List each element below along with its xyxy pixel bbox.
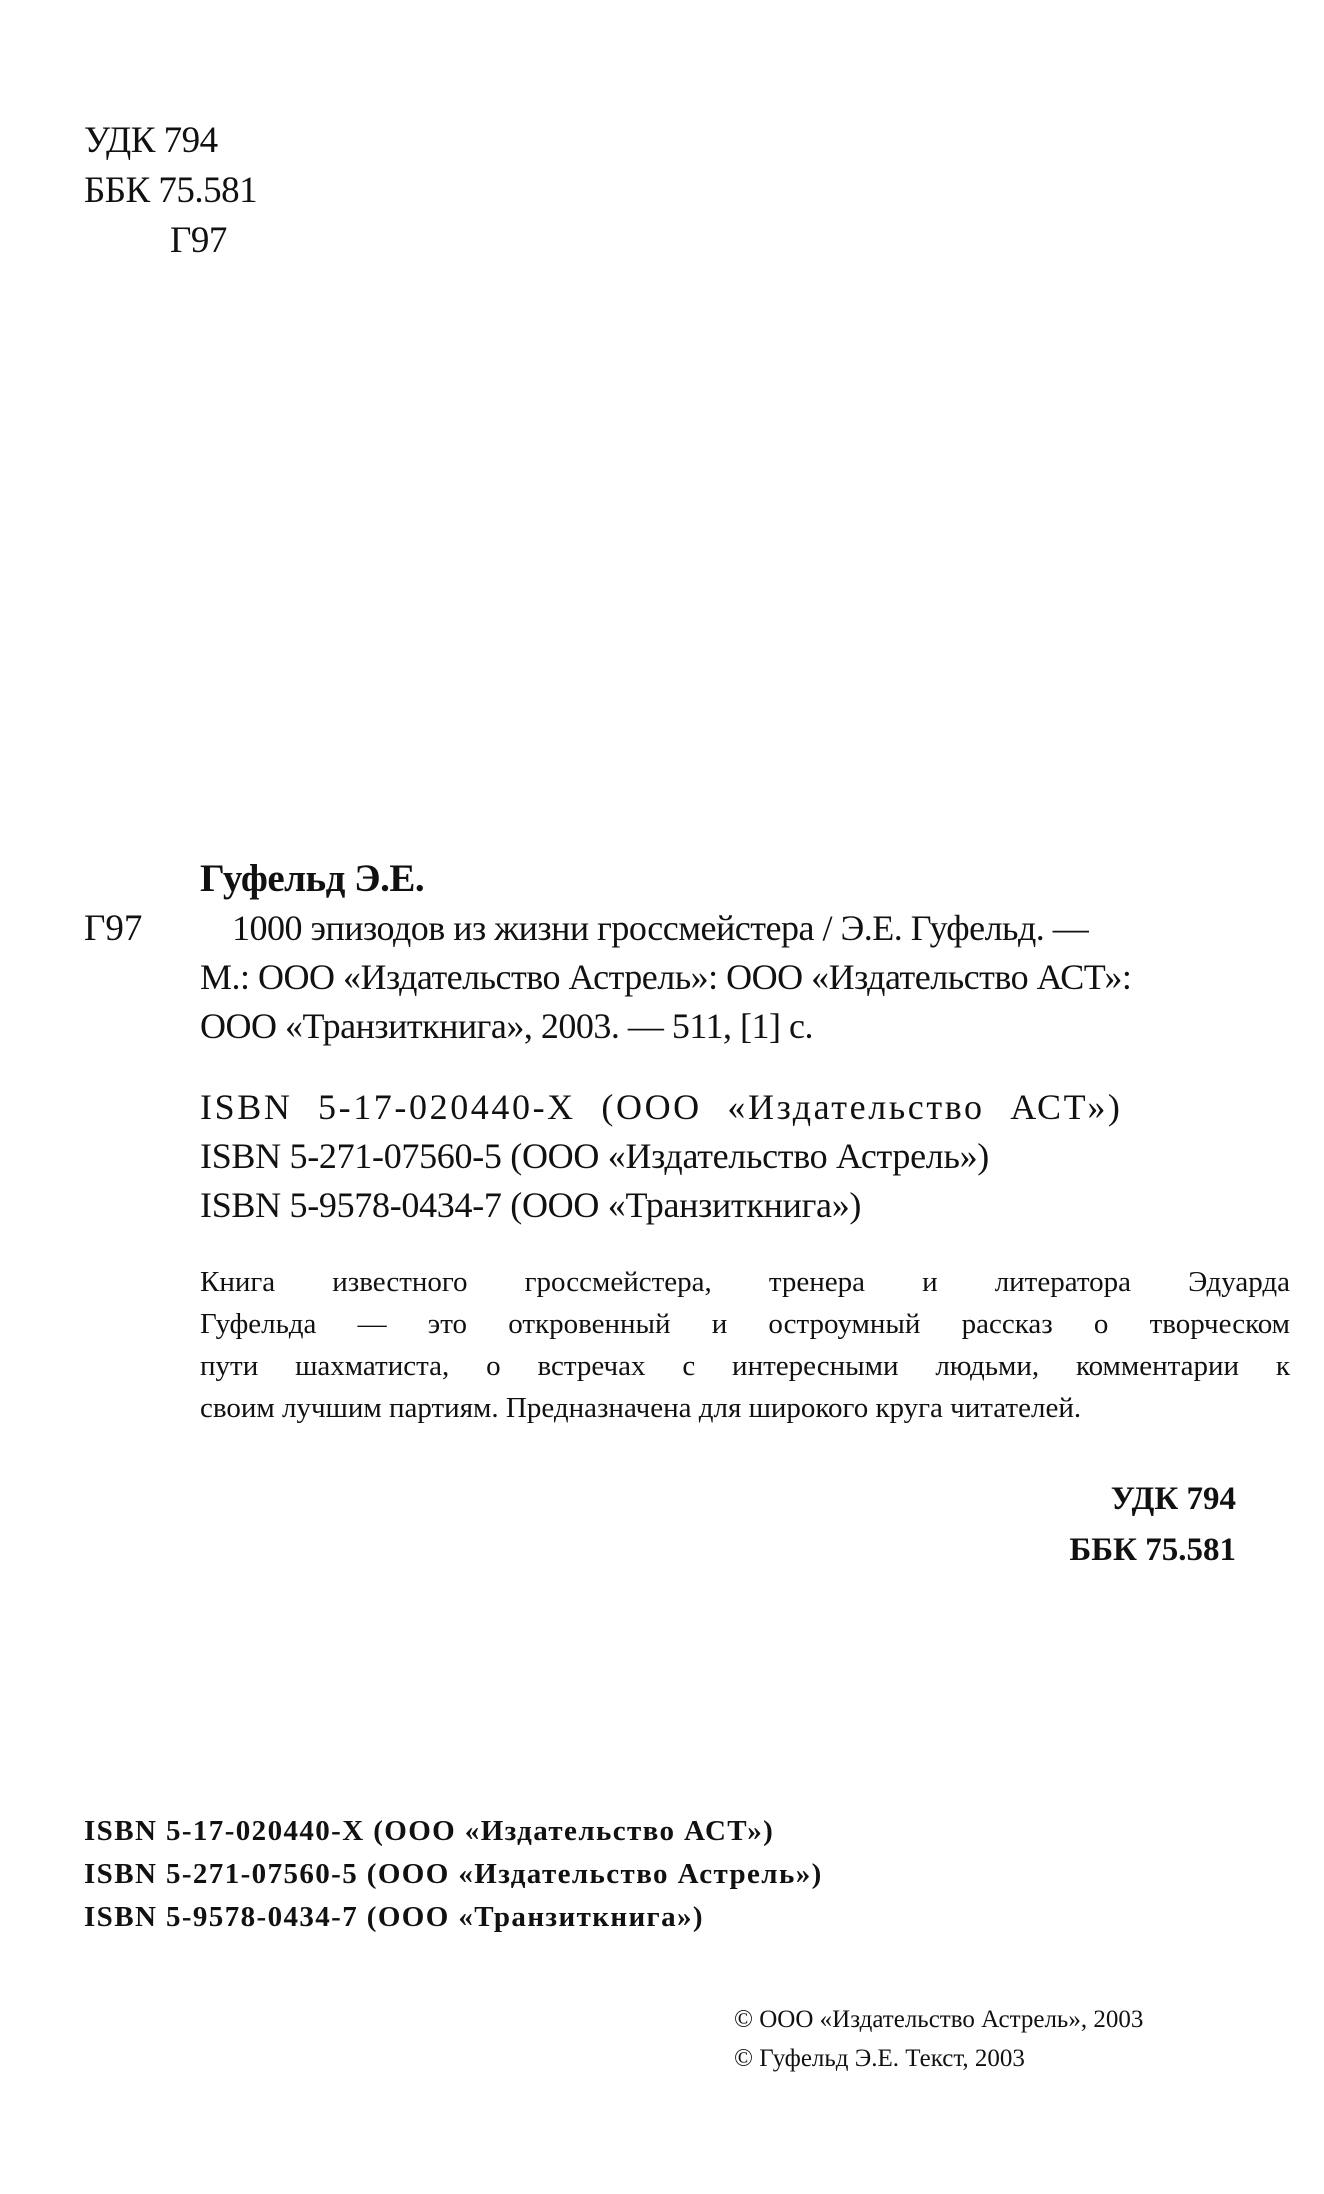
author-mark: Г97 — [170, 220, 227, 261]
title-line-3: ООО «Транзиткнига», 2003. — 511, [1] с. — [200, 1006, 813, 1046]
isbn-line: ISBN 5-9578-0434-7 (ООО «Транзиткнига») — [200, 1185, 862, 1225]
isbn-footer — [84, 1810, 823, 1939]
isbn-line: ISBN 5-17-020440-X (ООО «Издательство АСТ») — [200, 1087, 1123, 1127]
annotation-line: своим лучшим партиям. Предназначена для широкого круга читателей. — [200, 1392, 1082, 1424]
title-line-2: М.: ООО «Издательство Астрель»: ООО «Издательство АСТ»: — [200, 957, 1132, 997]
record-classification — [1069, 1474, 1236, 1576]
annotation-line: пути шахматиста, о встречах с интересными людьми, комментарии к — [200, 1350, 1290, 1382]
author-heading: Гуфельд Э.Е. — [200, 857, 425, 900]
isbn-footer-line: ISBN 5-9578-0434-7 (ООО «Транзиткнига») — [84, 1901, 704, 1933]
top-classification — [84, 116, 257, 266]
isbn-footer-line: ISBN 5-271-07560-5 (ООО «Издательство Астрель») — [84, 1858, 823, 1890]
record-author-mark: Г97 — [84, 908, 143, 949]
record-udk: УДК 794 — [1110, 1481, 1236, 1517]
copyright-line: © ООО «Издательство Астрель», 2003 — [734, 2006, 1144, 2033]
record-bbk: ББК 75.581 — [1069, 1532, 1236, 1568]
bbk-code: ББК 75.581 — [84, 170, 258, 211]
copyright-block — [734, 2000, 1143, 2078]
isbn-footer-line: ISBN 5-17-020440-X (ООО «Издательство АСТ») — [84, 1815, 775, 1847]
udk-code: УДК 794 — [84, 120, 218, 161]
annotation — [200, 1261, 1290, 1429]
title-line-1: 1000 эпизодов из жизни гроссмейстера / Э.Е. Гуфельд. — — [232, 908, 1089, 948]
isbn-line: ISBN 5-271-07560-5 (ООО «Издательство Астрель») — [200, 1136, 989, 1176]
annotation-line: Книга известного гроссмейстера, тренера и литератора Эдуарда — [200, 1266, 1290, 1298]
annotation-line: Гуфельда — это откровенный и остроумный рассказ о творческом — [200, 1308, 1290, 1340]
copyright-line: © Гуфельд Э.Е. Текст, 2003 — [734, 2045, 1025, 2072]
